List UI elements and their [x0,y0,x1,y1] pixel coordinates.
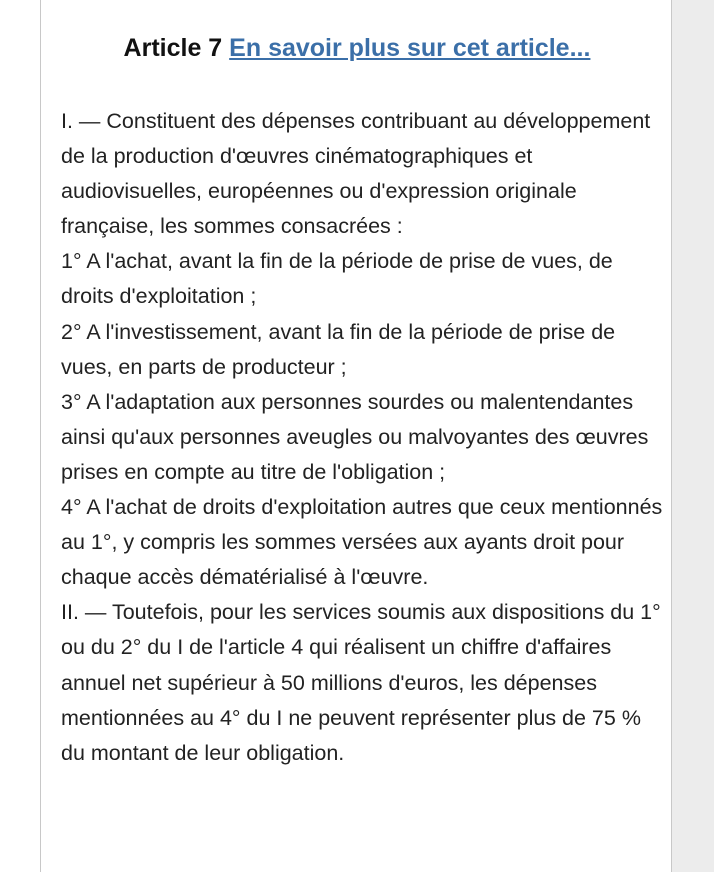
paragraph-item-3: 3° A l'adaptation aux personnes sourdes ou malentendantes ainsi qu'aux personnes aveugles ou malvoyantes des œuvres prises en compte au titre de l'obligation ; [61,389,649,484]
paragraph-item-2: 2° A l'investissement, avant la fin de la période de prise de vues, en parts de producteur ; [61,319,616,379]
article-title: Article 7 [123,34,223,62]
article-heading [41,30,673,66]
paragraph-item-1: 1° A l'achat, avant la fin de la période de prise de vues, de droits d'exploitation ; [61,249,613,309]
article-page [40,0,672,872]
right-gutter [672,0,714,872]
left-margin [0,0,40,872]
article-body [61,104,666,771]
paragraph-section-2: II. — Toutefois, pour les services soumis aux dispositions du 1° ou du 2° du I de l'article 4 qui réalisent un chiffre d'affaires annuel net supérieur à 50 millions d'euros, les dépenses mentionnées au 4° du I ne peuvent représenter plus de 75 % du montant de leur obligation. [61,600,661,765]
article-more-link[interactable]: En savoir plus sur cet article... [229,34,591,62]
paragraph-section-1: I. — Constituent des dépenses contribuant au développement de la production d'œuvres cinématographiques et audiovisuelles, européennes ou d'expression originale française, les sommes consacrées : [61,109,651,239]
paragraph-item-4: 4° A l'achat de droits d'exploitation autres que ceux mentionnés au 1°, y compris les sommes versées aux ayants droit pour chaque accès dématérialisé à l'œuvre. [61,495,663,590]
